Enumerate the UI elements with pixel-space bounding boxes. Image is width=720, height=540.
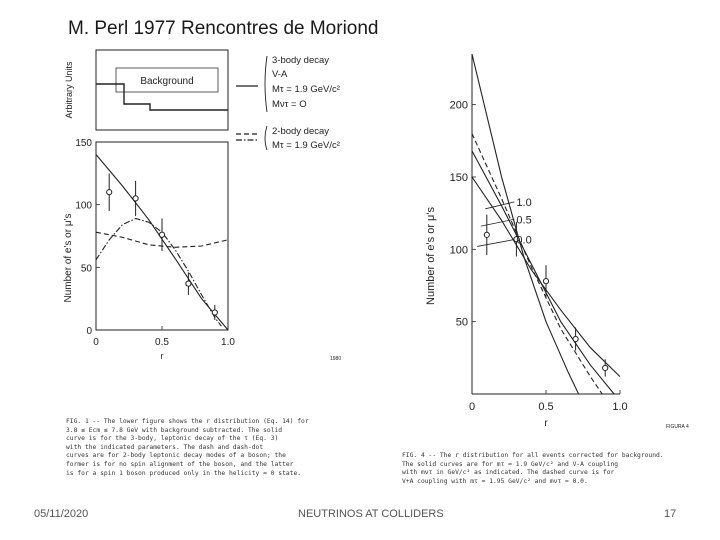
right-ytick-label: 200 (449, 99, 468, 112)
left-data-point (159, 232, 164, 237)
left-xtick-label: 0.5 (155, 337, 169, 348)
slide-title: M. Perl 1977 Rencontres de Moriond (68, 18, 379, 39)
legend (236, 55, 340, 151)
right-data-point (573, 336, 578, 341)
top-ylabel: Arbitrary Units (64, 61, 74, 119)
right-ytick-label: 150 (449, 171, 468, 184)
left-ytick-label: 150 (75, 138, 92, 149)
right-data-point (603, 365, 608, 370)
left-ylabel: Number of e's or μ's (63, 213, 74, 303)
right-figure (400, 46, 700, 451)
right-curve-label: 0.0 (516, 234, 532, 247)
left-figure-svg (58, 46, 358, 366)
left-figure (58, 46, 358, 371)
right-curve-label: 1.0 (516, 196, 532, 209)
left-ytick-label: 100 (75, 200, 92, 212)
legend-2body-line-2: Mτ = 1.9 GeV/c² (272, 140, 340, 151)
footer-page-number: 17 (664, 508, 677, 520)
left-ytick-label: 0 (86, 326, 92, 337)
legend-3body-line-2: V-A (272, 69, 288, 80)
background-panel (64, 50, 228, 130)
left-xlabel: r (160, 351, 164, 361)
legend-2body-line-1: 2-body decay (272, 126, 330, 137)
footer-center-text: NEUTRINOS AT COLLIDERS (298, 508, 444, 520)
left-caption: FIG. 1 -- The lower figure shows the r distribution (Eq. 14) for 3.8 ≤ Ecm ≤ 7.8 GeV with background subtracted. The solid curve is for the 3-body, leptonic decay of the τ (Eq. 3) with the indicated parameters. The dash and dash-dot curves are for 2-body leptonic decay modes of a boson; the former is for no spin alignment of the boson, and the latter is for a spin 1 boson produced only in the helicity = 0 state. (66, 418, 309, 477)
right-xlabel: r (544, 418, 548, 429)
left-data-point (133, 196, 138, 201)
legend-3body-line-4: Mντ = O (272, 99, 307, 110)
right-data-point (543, 279, 548, 284)
left-xtick-label: 0 (93, 337, 99, 348)
right-xtick-label: 1.0 (612, 401, 628, 413)
right-curve-dash (472, 134, 602, 394)
right-curve-label-leader (481, 219, 515, 226)
legend-3body-line-1: 3-body decay (272, 55, 330, 66)
right-corner-label: FIGURA 4 (666, 424, 689, 430)
right-curve-solid (472, 151, 614, 394)
footer-date: 05/11/2020 (34, 508, 89, 520)
left-xtick-label: 1.0 (221, 337, 235, 348)
legend-brace-1 (265, 56, 267, 112)
legend-3body-line-3: Mτ = 1.9 GeV/c² (272, 84, 340, 95)
right-chart (450, 54, 628, 429)
legend-brace-2 (265, 126, 267, 150)
left-data-point (186, 281, 191, 286)
left-data-point (107, 190, 112, 195)
right-ytick-label: 50 (455, 316, 468, 329)
right-curve-label: 0.5 (516, 214, 532, 227)
right-figure-svg (400, 46, 700, 446)
right-caption: FIG. 4 -- The r distribution for all events corrected for background. The solid curves are for mτ = 1.9 GeV/c² and V-A coupling with mντ in GeV/c² as indicated. The dashed curve is for V+A coupling with mτ = 1.95 GeV/c² and mντ = 0.0. (402, 452, 664, 485)
left-lower-chart (75, 138, 235, 348)
right-ytick-label: 100 (449, 244, 468, 257)
right-xtick-label: 0.5 (538, 401, 554, 413)
background-label: Background (140, 76, 194, 87)
left-data-point (212, 310, 217, 315)
right-ylabel: Number of e's or μ's (425, 207, 437, 305)
right-xtick-label: 0 (468, 401, 476, 413)
left-tiny-label: 1980 (330, 356, 342, 362)
right-data-point (484, 232, 489, 237)
right-curve-label-leader (477, 240, 514, 247)
left-ytick-label: 50 (80, 263, 92, 275)
